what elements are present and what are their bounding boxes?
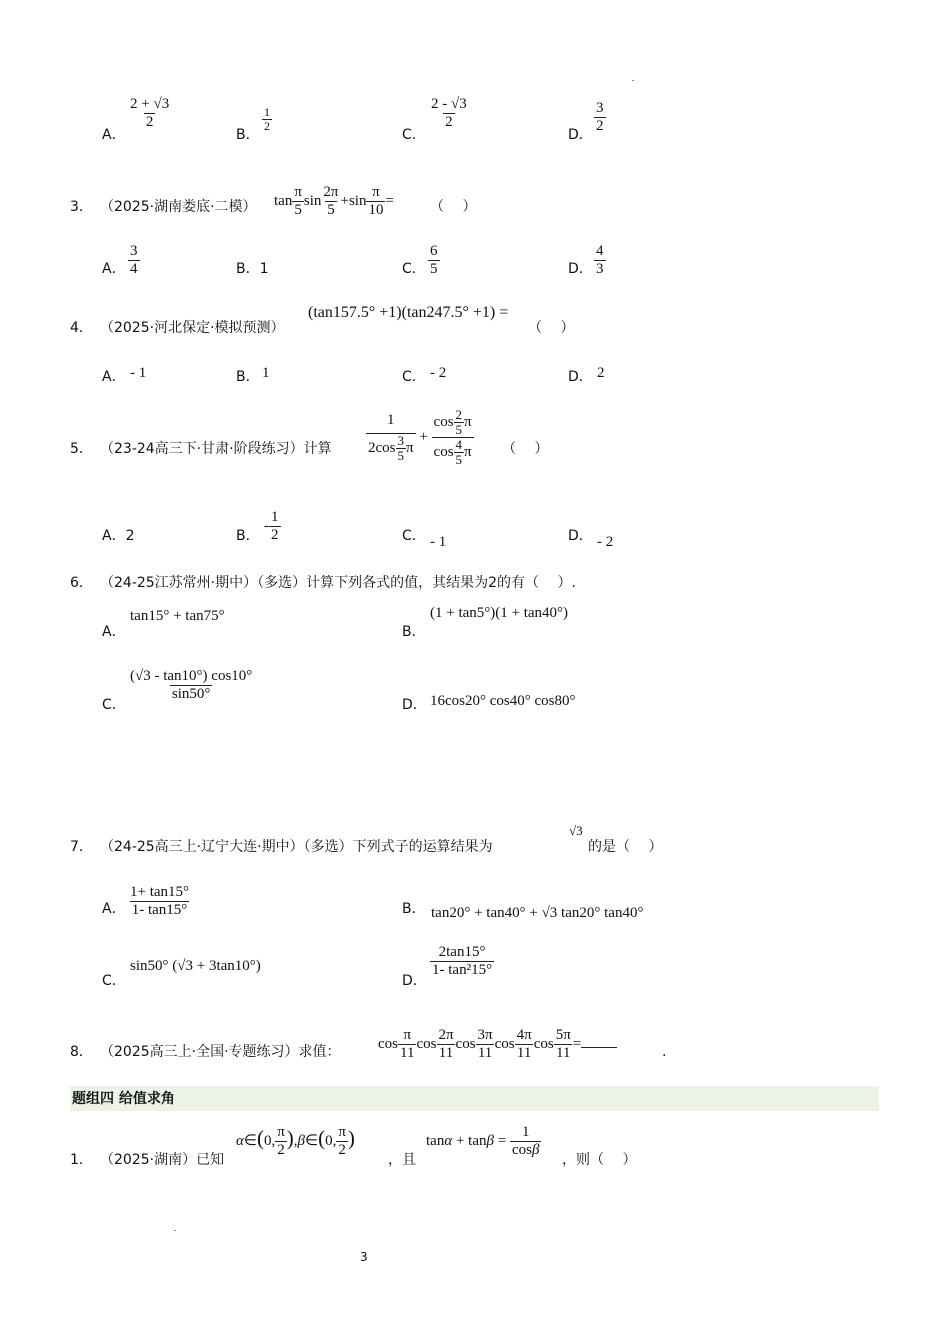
q6-option-c-value: $\frac{(√3 - \tan 10^\circ) \cos 10^\circ}{\sin 50^\circ}$	[130, 668, 253, 702]
q8-expression: cos $\frac{\pi}{11}$ cos $\frac{2\pi}{11}$ cos $\frac{3\pi}{11}$ cos $\frac{4\pi}{11}$ cos $\frac{5\pi}{11}$ =	[378, 1027, 617, 1062]
q2-option-a-label: A．	[102, 127, 126, 143]
q6-option-b-label: B．	[402, 624, 426, 640]
section-header-bar	[70, 1086, 879, 1111]
q3-source: （2025·湖南娄底·二模）	[100, 199, 257, 215]
q5-option-b-label: B．	[236, 528, 260, 544]
q7-option-c-label: C．	[102, 973, 126, 989]
q8-answer-blank[interactable]	[581, 1035, 617, 1048]
q6-option-b-value: (1 + tan5°)(1 + tan40°)	[430, 605, 569, 621]
q9-condition-expression: α∈(0, $\frac{\pi}{2}$ ),β∈(0, $\frac{\pi}{2}$ )	[236, 1124, 355, 1158]
q3-expression: tan $\frac{\pi}{5}$ sin $\frac{2\pi}{5}$ +sin $\frac{\pi}{10}$ =	[274, 184, 394, 218]
q5-expression: 1 2cos $\frac{3}{5}$ π + cos $\frac{2}{5}$ π cos $\frac{4}{5}$ π	[368, 407, 472, 467]
q6-option-a-value: tan15° + tan75°	[130, 608, 225, 624]
q6-option-c-label: C．	[102, 697, 126, 713]
page-number: 3	[360, 1250, 368, 1264]
q9-equation: tanα + tanβ = $\frac{1}{\cos\beta}$	[426, 1124, 540, 1158]
stray-dot	[632, 80, 634, 81]
q9-number: 1．	[70, 1152, 93, 1168]
q8-number: 8．	[70, 1044, 93, 1060]
q5-option-d-value: - 2	[597, 534, 614, 550]
q3-number: 3．	[70, 199, 93, 215]
q2-option-b-value: $\frac{1}{2}$	[264, 105, 270, 133]
q8-source: （2025高三上·全国·专题练习）求值：	[100, 1044, 341, 1060]
q5-answer-paren: （ ）	[502, 441, 549, 457]
q3-option-a-label: A．	[102, 261, 126, 277]
q4-number: 4．	[70, 320, 93, 336]
q6-stem: （24-25江苏常州·期中）（多选）计算下列各式的值，其结果为2的有（ ）.	[100, 575, 576, 591]
q3-option-c-value: $\frac{6}{5}$	[430, 243, 438, 277]
q3-option-d-label: D．	[568, 261, 593, 277]
q4-option-c-value: - 2	[430, 365, 447, 381]
q4-option-d-value: 2	[597, 365, 605, 381]
q9-source: （2025·湖南）已知	[100, 1152, 225, 1168]
q7-option-d-label: D．	[402, 973, 427, 989]
q9-mid: ，且	[388, 1152, 416, 1168]
q2-option-c-label: C．	[402, 127, 426, 143]
q4-expression: (tan157.5° +1)(tan247.5° +1) =	[308, 304, 509, 321]
q2-option-d-value: $\frac{3}{2}$	[596, 100, 604, 134]
q6-option-d-label: D．	[402, 697, 427, 713]
q6-number: 6．	[70, 575, 93, 591]
q4-option-a-value: - 1	[130, 365, 147, 381]
q5-option-a: A．2	[102, 528, 135, 544]
q7-option-a-label: A．	[102, 901, 126, 917]
q3-option-b: B．1	[236, 261, 269, 277]
q7-tail: 的是（ ）	[588, 839, 663, 855]
q7-number: 7．	[70, 839, 93, 855]
q6-option-a-label: A．	[102, 624, 126, 640]
q7-sqrt3: √3	[569, 823, 583, 838]
q5-option-c-label: C．	[402, 528, 426, 544]
q4-option-a-label: A．	[102, 369, 126, 385]
q4-option-b-label: B．	[236, 369, 260, 385]
q2-option-b-label: B．	[236, 127, 260, 143]
q5-source: （23-24高三下·甘肃·阶段练习）计算	[100, 441, 332, 457]
q3-option-c-label: C．	[402, 261, 426, 277]
q2-option-c-value: $\frac{2 - √3}{2}$	[431, 96, 467, 130]
q3-option-d-value: $\frac{4}{3}$	[596, 243, 604, 277]
q7-option-b-label: B．	[402, 901, 426, 917]
q7-source: （24-25高三上·辽宁大连·期中）（多选）下列式子的运算结果为	[100, 839, 493, 855]
q7-option-a-value: $\frac{1+ \tan 15^\circ}{1- \tan 15^\circ}$	[130, 884, 190, 918]
q5-option-d-label: D．	[568, 528, 593, 544]
q5-number: 5．	[70, 441, 93, 457]
q7-option-d-value: $\frac{2\tan 15^\circ}{\text{1- tan²15°}}$	[432, 944, 493, 978]
q2-option-a-value: $\frac{2 + √3}{2}$	[130, 96, 170, 130]
q7-option-b-value: tan20° + tan40° + √3 tan20° tan40°	[431, 905, 644, 921]
q3-option-a-value: $\frac{3}{4}$	[130, 243, 138, 277]
section-title: 题组四 给值求角	[72, 1091, 175, 1107]
q2-option-d-label: D．	[568, 127, 593, 143]
q8-tail: .	[662, 1044, 667, 1060]
q4-source: （2025·河北保定·模拟预测）	[100, 320, 285, 336]
q7-option-c-value: sin50° (√3 + 3tan10°)	[130, 958, 261, 974]
q4-option-b-value: 1	[262, 365, 270, 381]
q9-tail: ，则（ ）	[562, 1152, 637, 1168]
q4-option-c-label: C．	[402, 369, 426, 385]
q4-option-d-label: D．	[568, 369, 593, 385]
q3-answer-paren: （ ）	[430, 199, 477, 215]
q4-answer-paren: （ ）	[528, 320, 575, 336]
q5-option-b-value: - $\frac{1}{2}$	[264, 509, 279, 543]
stray-dot	[174, 1230, 176, 1231]
q6-option-d-value: 16cos20° cos40° cos80°	[430, 693, 576, 709]
q5-option-c-value: - 1	[430, 534, 447, 550]
